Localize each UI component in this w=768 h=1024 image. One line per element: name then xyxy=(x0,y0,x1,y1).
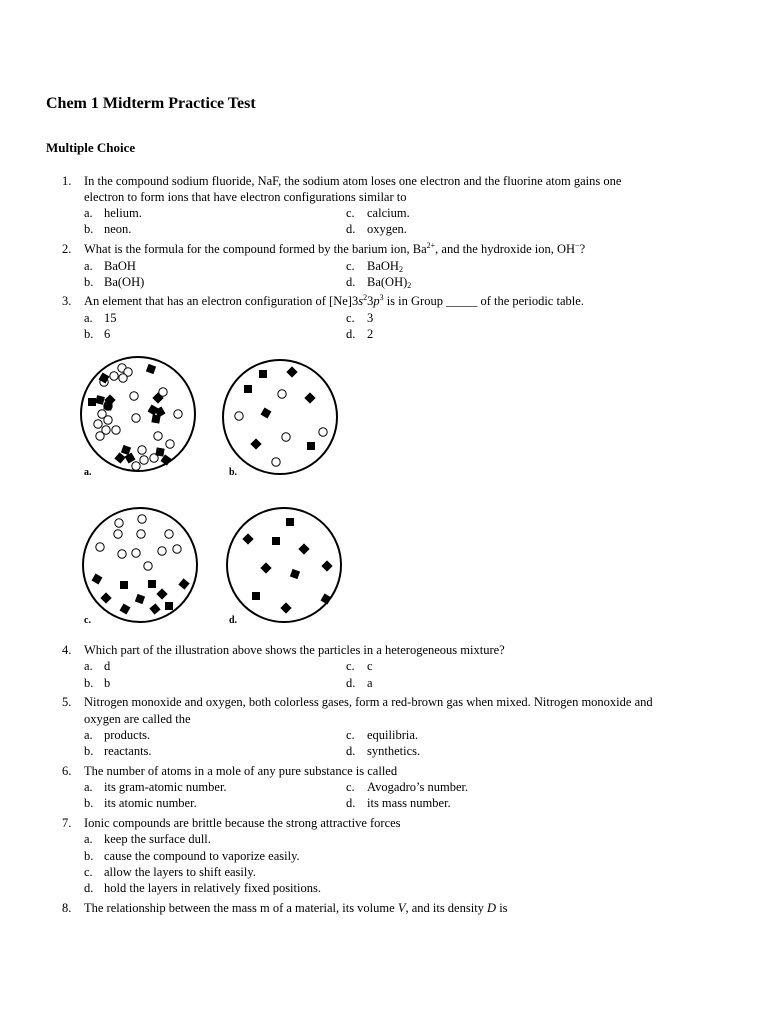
option-letter: d. xyxy=(346,796,356,810)
option-letter: a. xyxy=(84,728,93,742)
particle-illustration xyxy=(78,352,358,632)
option-b[interactable]: 6 xyxy=(104,327,111,341)
option-b[interactable]: Ba(OH) xyxy=(104,275,145,289)
option-c[interactable]: calcium. xyxy=(367,206,410,220)
option-letter: b. xyxy=(84,849,94,863)
option-b[interactable]: its atomic number. xyxy=(104,796,197,810)
question-number: 5. xyxy=(62,695,72,709)
option-letter: b. xyxy=(84,744,94,758)
option-b[interactable]: neon. xyxy=(104,222,132,236)
option-letter: c. xyxy=(346,206,355,220)
option-d[interactable]: oxygen. xyxy=(367,222,407,236)
option-letter: b. xyxy=(84,796,94,810)
option-d[interactable]: a xyxy=(367,676,373,690)
diagram-d xyxy=(227,508,341,622)
option-d[interactable]: hold the layers in relatively fixed positions. xyxy=(104,881,321,895)
option-a[interactable]: its gram-atomic number. xyxy=(104,780,227,794)
question-text: oxygen are called the xyxy=(84,712,191,726)
question-number: 6. xyxy=(62,764,72,778)
question-number: 2. xyxy=(62,242,72,256)
question-text: Nitrogen monoxide and oxygen, both colorless gases, form a red-brown gas when mixed. Nitrogen monoxide and xyxy=(84,695,653,709)
container-circle xyxy=(83,508,197,622)
option-letter: d. xyxy=(346,676,356,690)
option-b[interactable]: b xyxy=(104,676,111,690)
question-number: 4. xyxy=(62,643,72,657)
question-number: 1. xyxy=(62,174,72,188)
section-heading: Multiple Choice xyxy=(46,140,136,155)
option-letter: d. xyxy=(84,881,94,895)
question-number: 8. xyxy=(62,901,72,915)
option-letter: c. xyxy=(84,865,93,879)
question-text: The number of atoms in a mole of any pure substance is called xyxy=(84,764,398,778)
option-letter: a. xyxy=(84,832,93,846)
option-d[interactable]: its mass number. xyxy=(367,796,451,810)
option-letter: c. xyxy=(346,311,355,325)
option-letter: c. xyxy=(346,659,355,673)
option-d[interactable]: 2 xyxy=(367,327,374,341)
option-letter: a. xyxy=(84,659,93,673)
page-title: Chem 1 Midterm Practice Test xyxy=(46,95,256,112)
diagram-label-d: d. xyxy=(229,615,238,626)
option-c[interactable]: c xyxy=(367,659,373,673)
option-letter: c. xyxy=(346,780,355,794)
option-letter: b. xyxy=(84,327,94,341)
option-c[interactable]: 3 xyxy=(367,311,374,325)
question-text: An element that has an electron configuration of $[Ne]3s^23p^3$ is in Group _____ of the periodic table. xyxy=(84,293,584,308)
option-letter: b. xyxy=(84,676,94,690)
option-letter: c. xyxy=(346,259,355,273)
option-letter: d. xyxy=(346,744,356,758)
option-a[interactable]: products. xyxy=(104,728,151,742)
option-d[interactable]: $Ba(OH)_2$ xyxy=(367,275,412,290)
option-c[interactable]: BaOH$_2$ xyxy=(367,259,403,274)
option-c[interactable]: Avogadro’s number. xyxy=(367,780,469,794)
option-d[interactable]: synthetics. xyxy=(367,744,421,758)
diagram-label-a: a. xyxy=(84,467,92,478)
option-a[interactable]: keep the surface dull. xyxy=(104,832,211,846)
diagram-a xyxy=(81,357,195,471)
option-a[interactable]: helium. xyxy=(104,206,142,220)
option-letter: d. xyxy=(346,327,356,341)
option-letter: d. xyxy=(346,275,356,289)
option-a[interactable]: BaOH xyxy=(104,259,136,273)
option-letter: b. xyxy=(84,222,94,236)
diagram-label-b: b. xyxy=(229,467,238,478)
question-text: electron to form ions that have electron configurations similar to xyxy=(84,190,407,204)
option-letter: a. xyxy=(84,311,93,325)
diagram-c xyxy=(83,508,197,622)
question-number: 3. xyxy=(62,294,72,308)
option-letter: b. xyxy=(84,275,94,289)
option-letter: a. xyxy=(84,206,93,220)
diagram-b xyxy=(223,360,337,474)
option-letter: c. xyxy=(346,728,355,742)
option-letter: d. xyxy=(346,222,356,236)
question-text: In the compound sodium fluoride, NaF, the sodium atom loses one electron and the fluorine atom gains one xyxy=(84,174,622,188)
option-b[interactable]: cause the compound to vaporize easily. xyxy=(104,849,300,863)
option-b[interactable]: reactants. xyxy=(104,744,152,758)
diagram-label-c: c. xyxy=(84,615,91,626)
option-c[interactable]: allow the layers to shift easily. xyxy=(104,865,256,879)
option-a[interactable]: 15 xyxy=(104,311,117,325)
question-text: The relationship between the mass m of a material, its volume V, and its density D is xyxy=(84,901,508,915)
question-text: Ionic compounds are brittle because the strong attractive forces xyxy=(84,816,401,830)
question-text: Which part of the illustration above shows the particles in a heterogeneous mixture? xyxy=(84,643,505,657)
option-letter: a. xyxy=(84,780,93,794)
question-number: 7. xyxy=(62,816,72,830)
question-text: What is the formula for the compound formed by the barium ion, $Ba^{2+}$, and the hydroxide ion, OH−? xyxy=(84,241,586,256)
option-a[interactable]: d xyxy=(104,659,111,673)
option-c[interactable]: equilibria. xyxy=(367,728,419,742)
option-letter: a. xyxy=(84,259,93,273)
